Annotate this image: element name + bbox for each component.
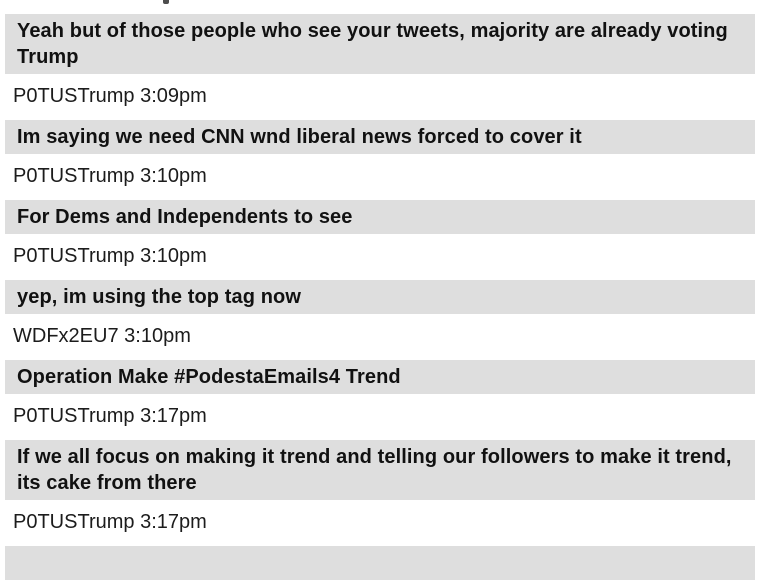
cut-off-text-fragment — [163, 0, 169, 4]
message-meta — [5, 164, 755, 188]
message-text: Yeah but of those people who see your tweets, majority are already voting Trump — [5, 14, 755, 74]
message-username: P0TUSTrump — [13, 245, 135, 267]
message-meta — [5, 404, 755, 428]
message-timestamp: 3:09pm — [140, 85, 207, 107]
message-username: P0TUSTrump — [13, 405, 135, 427]
message-text: Im saying we need CNN wnd liberal news forced to cover it — [5, 120, 755, 154]
message-text: For Dems and Independents to see — [5, 200, 755, 234]
message-username: P0TUSTrump — [13, 511, 135, 533]
chat-message — [5, 280, 755, 348]
chat-log — [5, 14, 755, 580]
partial-message-bubble — [5, 546, 755, 580]
message-timestamp: 3:17pm — [140, 405, 207, 427]
message-username: P0TUSTrump — [13, 165, 135, 187]
chat-message — [5, 14, 755, 108]
message-meta — [5, 510, 755, 534]
messages-container — [5, 14, 755, 534]
message-text: If we all focus on making it trend and telling our followers to make it trend, its cake from there — [5, 440, 755, 500]
message-timestamp: 3:17pm — [140, 511, 207, 533]
message-meta — [5, 84, 755, 108]
message-username: P0TUSTrump — [13, 85, 135, 107]
message-timestamp: 3:10pm — [140, 245, 207, 267]
chat-message — [5, 200, 755, 268]
chat-message — [5, 120, 755, 188]
message-timestamp: 3:10pm — [140, 165, 207, 187]
message-timestamp: 3:10pm — [124, 325, 191, 347]
message-meta — [5, 244, 755, 268]
message-text: Operation Make #PodestaEmails4 Trend — [5, 360, 755, 394]
message-meta — [5, 324, 755, 348]
message-username: WDFx2EU7 — [13, 325, 119, 347]
message-text: yep, im using the top tag now — [5, 280, 755, 314]
chat-message — [5, 440, 755, 534]
chat-message — [5, 360, 755, 428]
